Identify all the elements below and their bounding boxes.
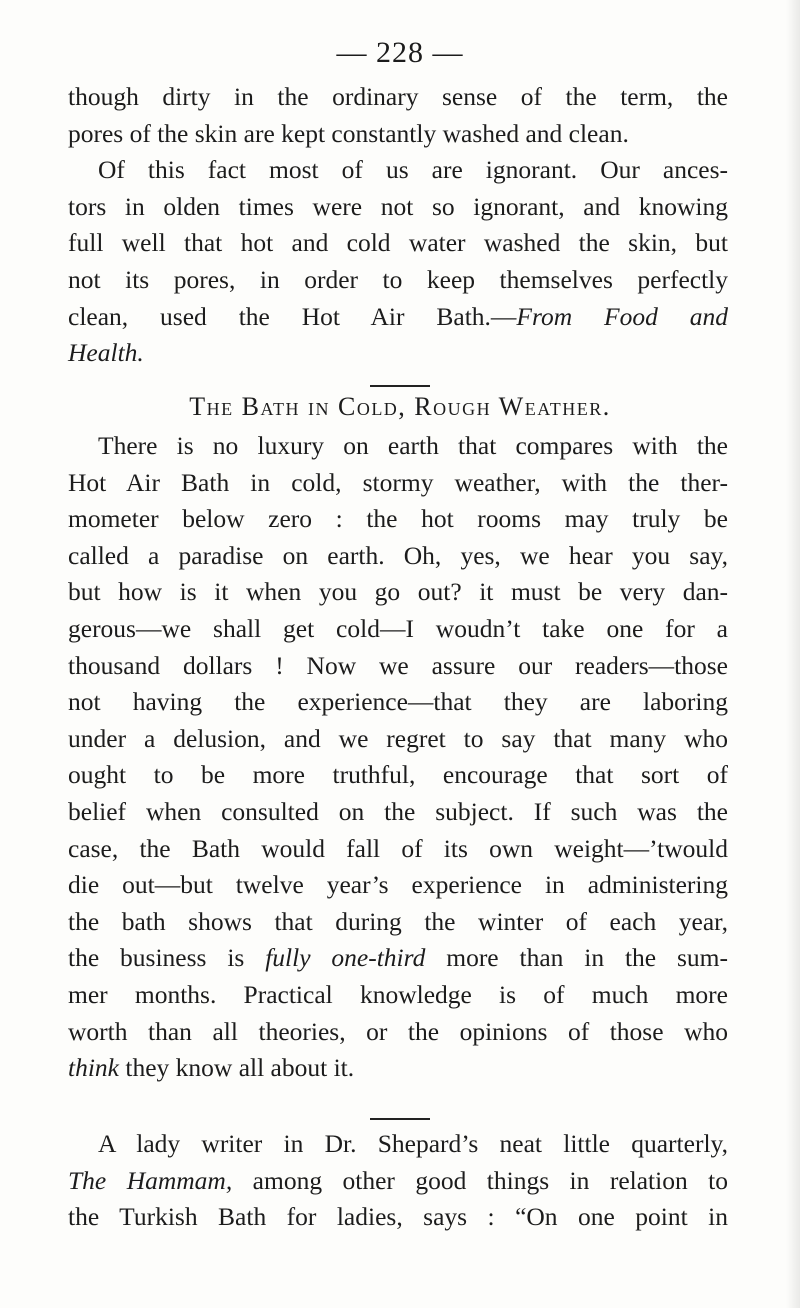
text-line: the Turkish Bath for ladies, says : “On one point in bbox=[68, 1202, 728, 1232]
text-line: full well that hot and cold water washed the skin, but bbox=[68, 228, 728, 258]
text-line: pores of the skin are kept constantly washed and clean. bbox=[68, 118, 629, 148]
source-citation: Health. bbox=[68, 338, 144, 368]
text-line: not having the experience—that they are laboring bbox=[68, 687, 728, 717]
text-segment: more than in the sum- bbox=[425, 943, 728, 973]
publication-title: The Hammam, bbox=[68, 1165, 233, 1195]
text-line: belief when consulted on the subject. If such was the bbox=[68, 796, 728, 826]
section-divider bbox=[370, 1118, 430, 1120]
page-edge-shadow bbox=[786, 0, 800, 1308]
text-line bbox=[68, 335, 728, 372]
text-line: mer months. Practical knowledge is of much more bbox=[68, 979, 728, 1009]
text-line: die out—but twelve year’s experience in administering bbox=[68, 870, 728, 900]
text-line bbox=[68, 1163, 728, 1200]
section-heading: The Bath in Cold, Rough Weather. bbox=[189, 392, 611, 421]
text-line: under a delusion, and we regret to say that many who bbox=[68, 723, 728, 753]
page-number: — 228 — bbox=[336, 36, 464, 69]
text-line: worth than all theories, or the opinions of those who bbox=[68, 1016, 728, 1046]
text-line: tors in olden times were not so ignorant, and knowing bbox=[68, 191, 728, 221]
text-line: called a paradise on earth. Oh, yes, we hear you say, bbox=[68, 540, 728, 570]
text-line: the bath shows that during the winter of each year, bbox=[68, 906, 728, 936]
text-line: case, the Bath would fall of its own weight—’twould bbox=[68, 833, 728, 863]
text-line bbox=[68, 1050, 728, 1087]
section-divider bbox=[370, 385, 430, 387]
text-segment: clean, used the Hot Air Bath.— bbox=[68, 301, 517, 331]
text-line bbox=[68, 299, 728, 336]
source-citation: From Food and bbox=[516, 301, 728, 331]
text-line: There is no luxury on earth that compares with the bbox=[98, 431, 728, 460]
paragraph-intro bbox=[68, 79, 728, 372]
text-line: though dirty in the ordinary sense of the term, the bbox=[68, 82, 728, 111]
text-line bbox=[68, 940, 728, 977]
text-line: not its pores, in order to keep themselves perfectly bbox=[68, 264, 728, 294]
text-line: gerous—we shall get cold—I woudn’t take one for a bbox=[68, 613, 728, 643]
text-segment: the business is bbox=[68, 943, 266, 973]
text-line: Hot Air Bath in cold, stormy weather, with the ther- bbox=[68, 467, 728, 497]
emphasis-text: think bbox=[68, 1053, 119, 1083]
text-line: A lady writer in Dr. Shepard’s neat little quarterly, bbox=[98, 1129, 728, 1158]
text-segment: among other good things in relation to bbox=[232, 1165, 728, 1195]
text-line: but how is it when you go out? it must be very dan- bbox=[68, 577, 728, 607]
text-line: mometer below zero : the hot rooms may truly be bbox=[68, 504, 728, 534]
paragraph-main bbox=[68, 428, 728, 1087]
text-line: thousand dollars ! Now we assure our readers—those bbox=[68, 650, 728, 680]
text-segment: they know all about it. bbox=[119, 1053, 355, 1083]
paragraph-closing bbox=[68, 1126, 728, 1236]
emphasis-text: fully one-third bbox=[265, 943, 426, 973]
text-line: ought to be more truthful, encourage that sort of bbox=[68, 760, 728, 790]
text-line: Of this fact most of us are ignorant. Our ances- bbox=[98, 155, 728, 185]
